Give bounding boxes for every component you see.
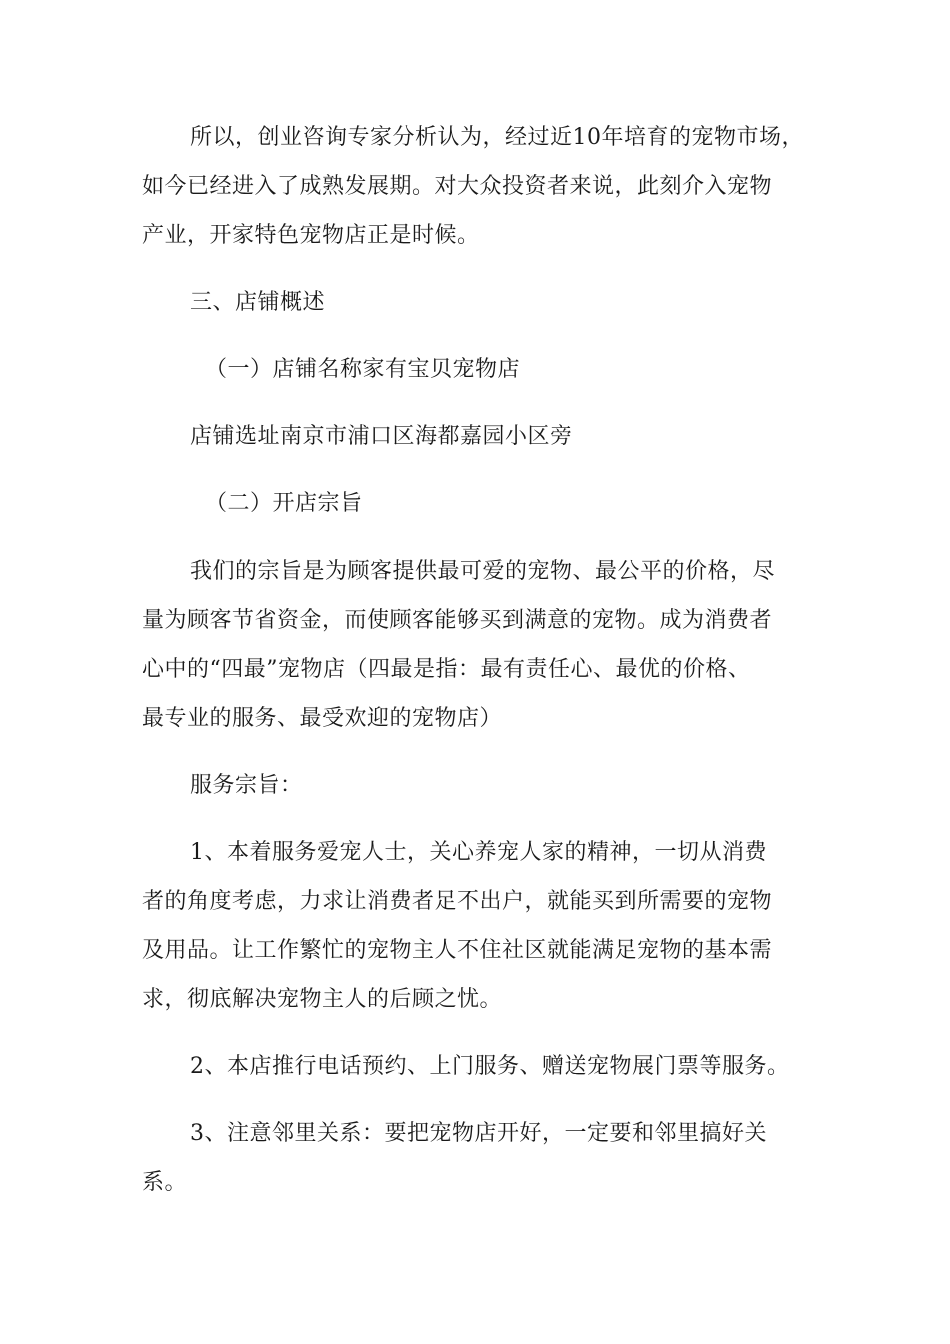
paragraph-store-purpose-line-1: 我们的宗旨是为顾客提供最可爱的宠物、最公平的价格，尽 — [190, 559, 776, 584]
service-item-1-line-3: 及用品。让工作繁忙的宠物主人不住社区就能满足宠物的基本需 — [142, 938, 773, 963]
subsection-2-heading: （二）开店宗旨 — [205, 491, 363, 516]
service-item-1-line-1: 1、本着服务爱宠人士，关心养宠人家的精神，一切从消费 — [190, 840, 767, 865]
paragraph-market-conclusion-line-2: 如今已经进入了成熟发展期。对大众投资者来说，此刻介入宠物 — [142, 174, 773, 199]
paragraph-store-purpose-line-3: 心中的“四最”宠物店（四最是指：最有责任心、最优的价格、 — [142, 657, 751, 682]
paragraph-market-conclusion-line-3: 产业，开家特色宠物店正是时候。 — [142, 223, 480, 248]
service-item-3-line-1: 3、注意邻里关系：要把宠物店开好，一定要和邻里搞好关 — [190, 1121, 767, 1146]
service-item-3-line-2: 系。 — [142, 1170, 188, 1195]
section-3-heading: 三、店铺概述 — [190, 290, 326, 315]
paragraph-store-purpose-line-2: 量为顾客节省资金，而使顾客能够买到满意的宠物。成为消费者 — [142, 608, 773, 633]
paragraph-market-conclusion-line-1: 所以，创业咨询专家分析认为，经过近10年培育的宠物市场， — [190, 125, 804, 150]
service-item-2-line-1: 2、本店推行电话预约、上门服务、赠送宠物展门票等服务。 — [190, 1054, 790, 1079]
service-item-1-line-4: 求，彻底解决宠物主人的后顾之忧。 — [142, 987, 503, 1012]
paragraph-store-purpose-line-4: 最专业的服务、最受欢迎的宠物店） — [142, 706, 503, 731]
subsection-1-heading: （一）店铺名称家有宝贝宠物店 — [205, 357, 521, 382]
store-location-text: 店铺选址南京市浦口区海都嘉园小区旁 — [190, 424, 573, 449]
service-purpose-heading: 服务宗旨： — [190, 773, 303, 798]
service-item-1-line-2: 者的角度考虑，力求让消费者足不出户，就能买到所需要的宠物 — [142, 889, 773, 914]
